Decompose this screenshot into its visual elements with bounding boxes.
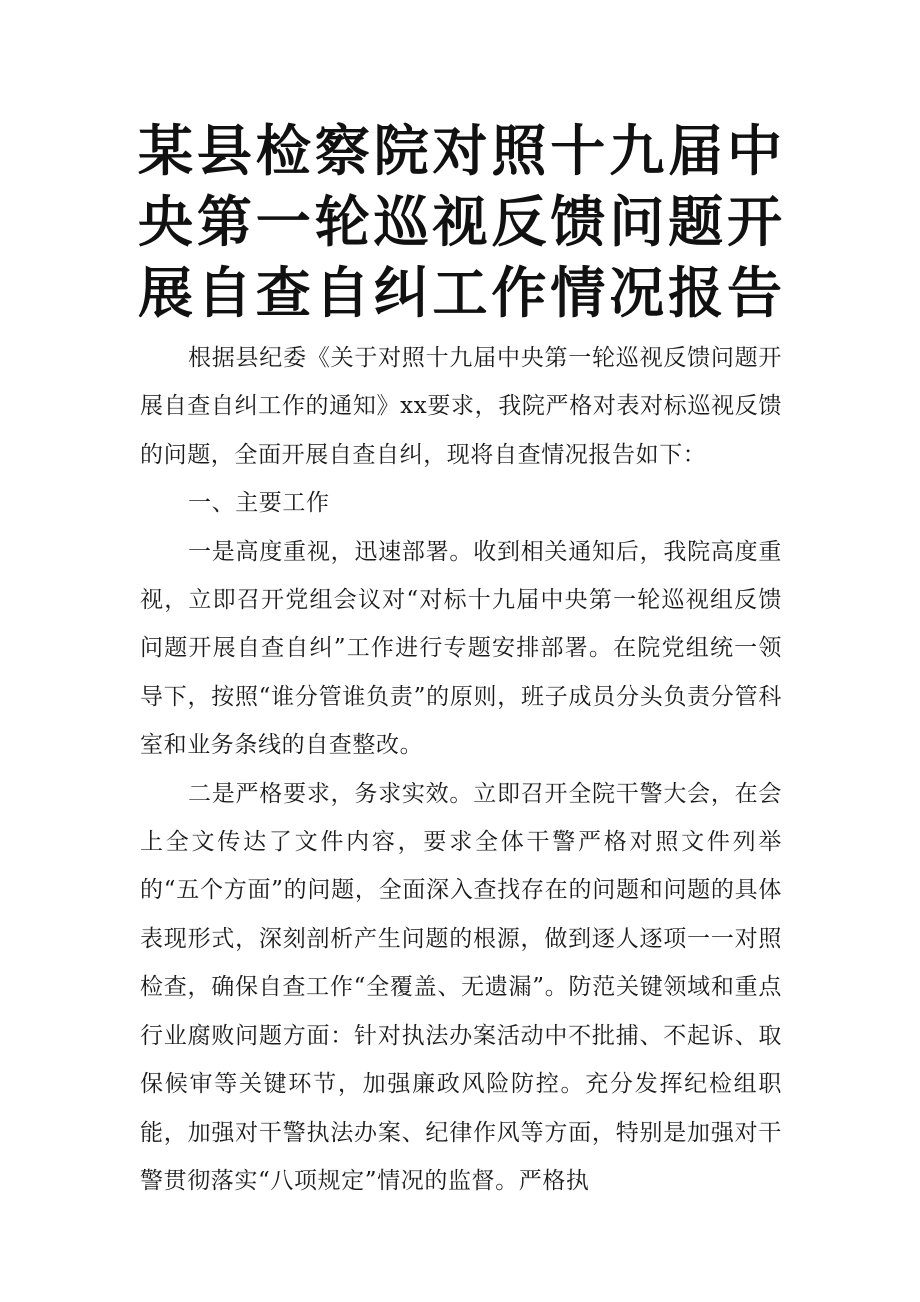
intro-paragraph: 根据县纪委《关于对照十九届中央第一轮巡视反馈问题开展自查自纠工作的通知》xx要求，我院严格对表对标巡视反馈的问题，全面开展自查自纠，现将自查情况报告如下： [140,345,782,468]
document-title [138,116,782,329]
title-line-1: 某县检察院对照十九届中 [138,119,782,183]
document-body [140,334,782,1205]
title-line-2: 央第一轮巡视反馈问题开 [138,190,782,254]
section-heading: 一、主要工作 [188,490,330,517]
paragraph-second-point: 二是严格要求，务求实效。立即召开全院干警大会，在会上全文传达了文件内容，要求全体干警严格对照文件列举的“五个方面”的问题，全面深入查找存在的问题和问题的具体表现形式，深刻剖析产生问题的根源，做到逐人逐项一一对照检查，确保自查工作“全覆盖、无遗漏”。防范关键领域和重点行业腐败问题方面：针对执法办案活动中不批捕、不起诉、取保候审等关键环节，加强廉政风险防控。充分发挥纪检组职能，加强对干警执法办案、纪律作风等方面，特别是加强对干警贯彻落实“八项规定”情况的监督。严格执 [140,780,782,1194]
title-line-3: 展自查自纠工作情况报告 [138,261,782,325]
paragraph-first-point: 一是高度重视，迅速部署。收到相关通知后，我院高度重视，立即召开党组会议对“对标十九届中央第一轮巡视组反馈问题开展自查自纠”工作进行专题安排部署。在院党组统一领导下，按照“谁分管谁负责”的原则，班子成员分头负责分管科室和业务条线的自查整改。 [140,538,782,759]
